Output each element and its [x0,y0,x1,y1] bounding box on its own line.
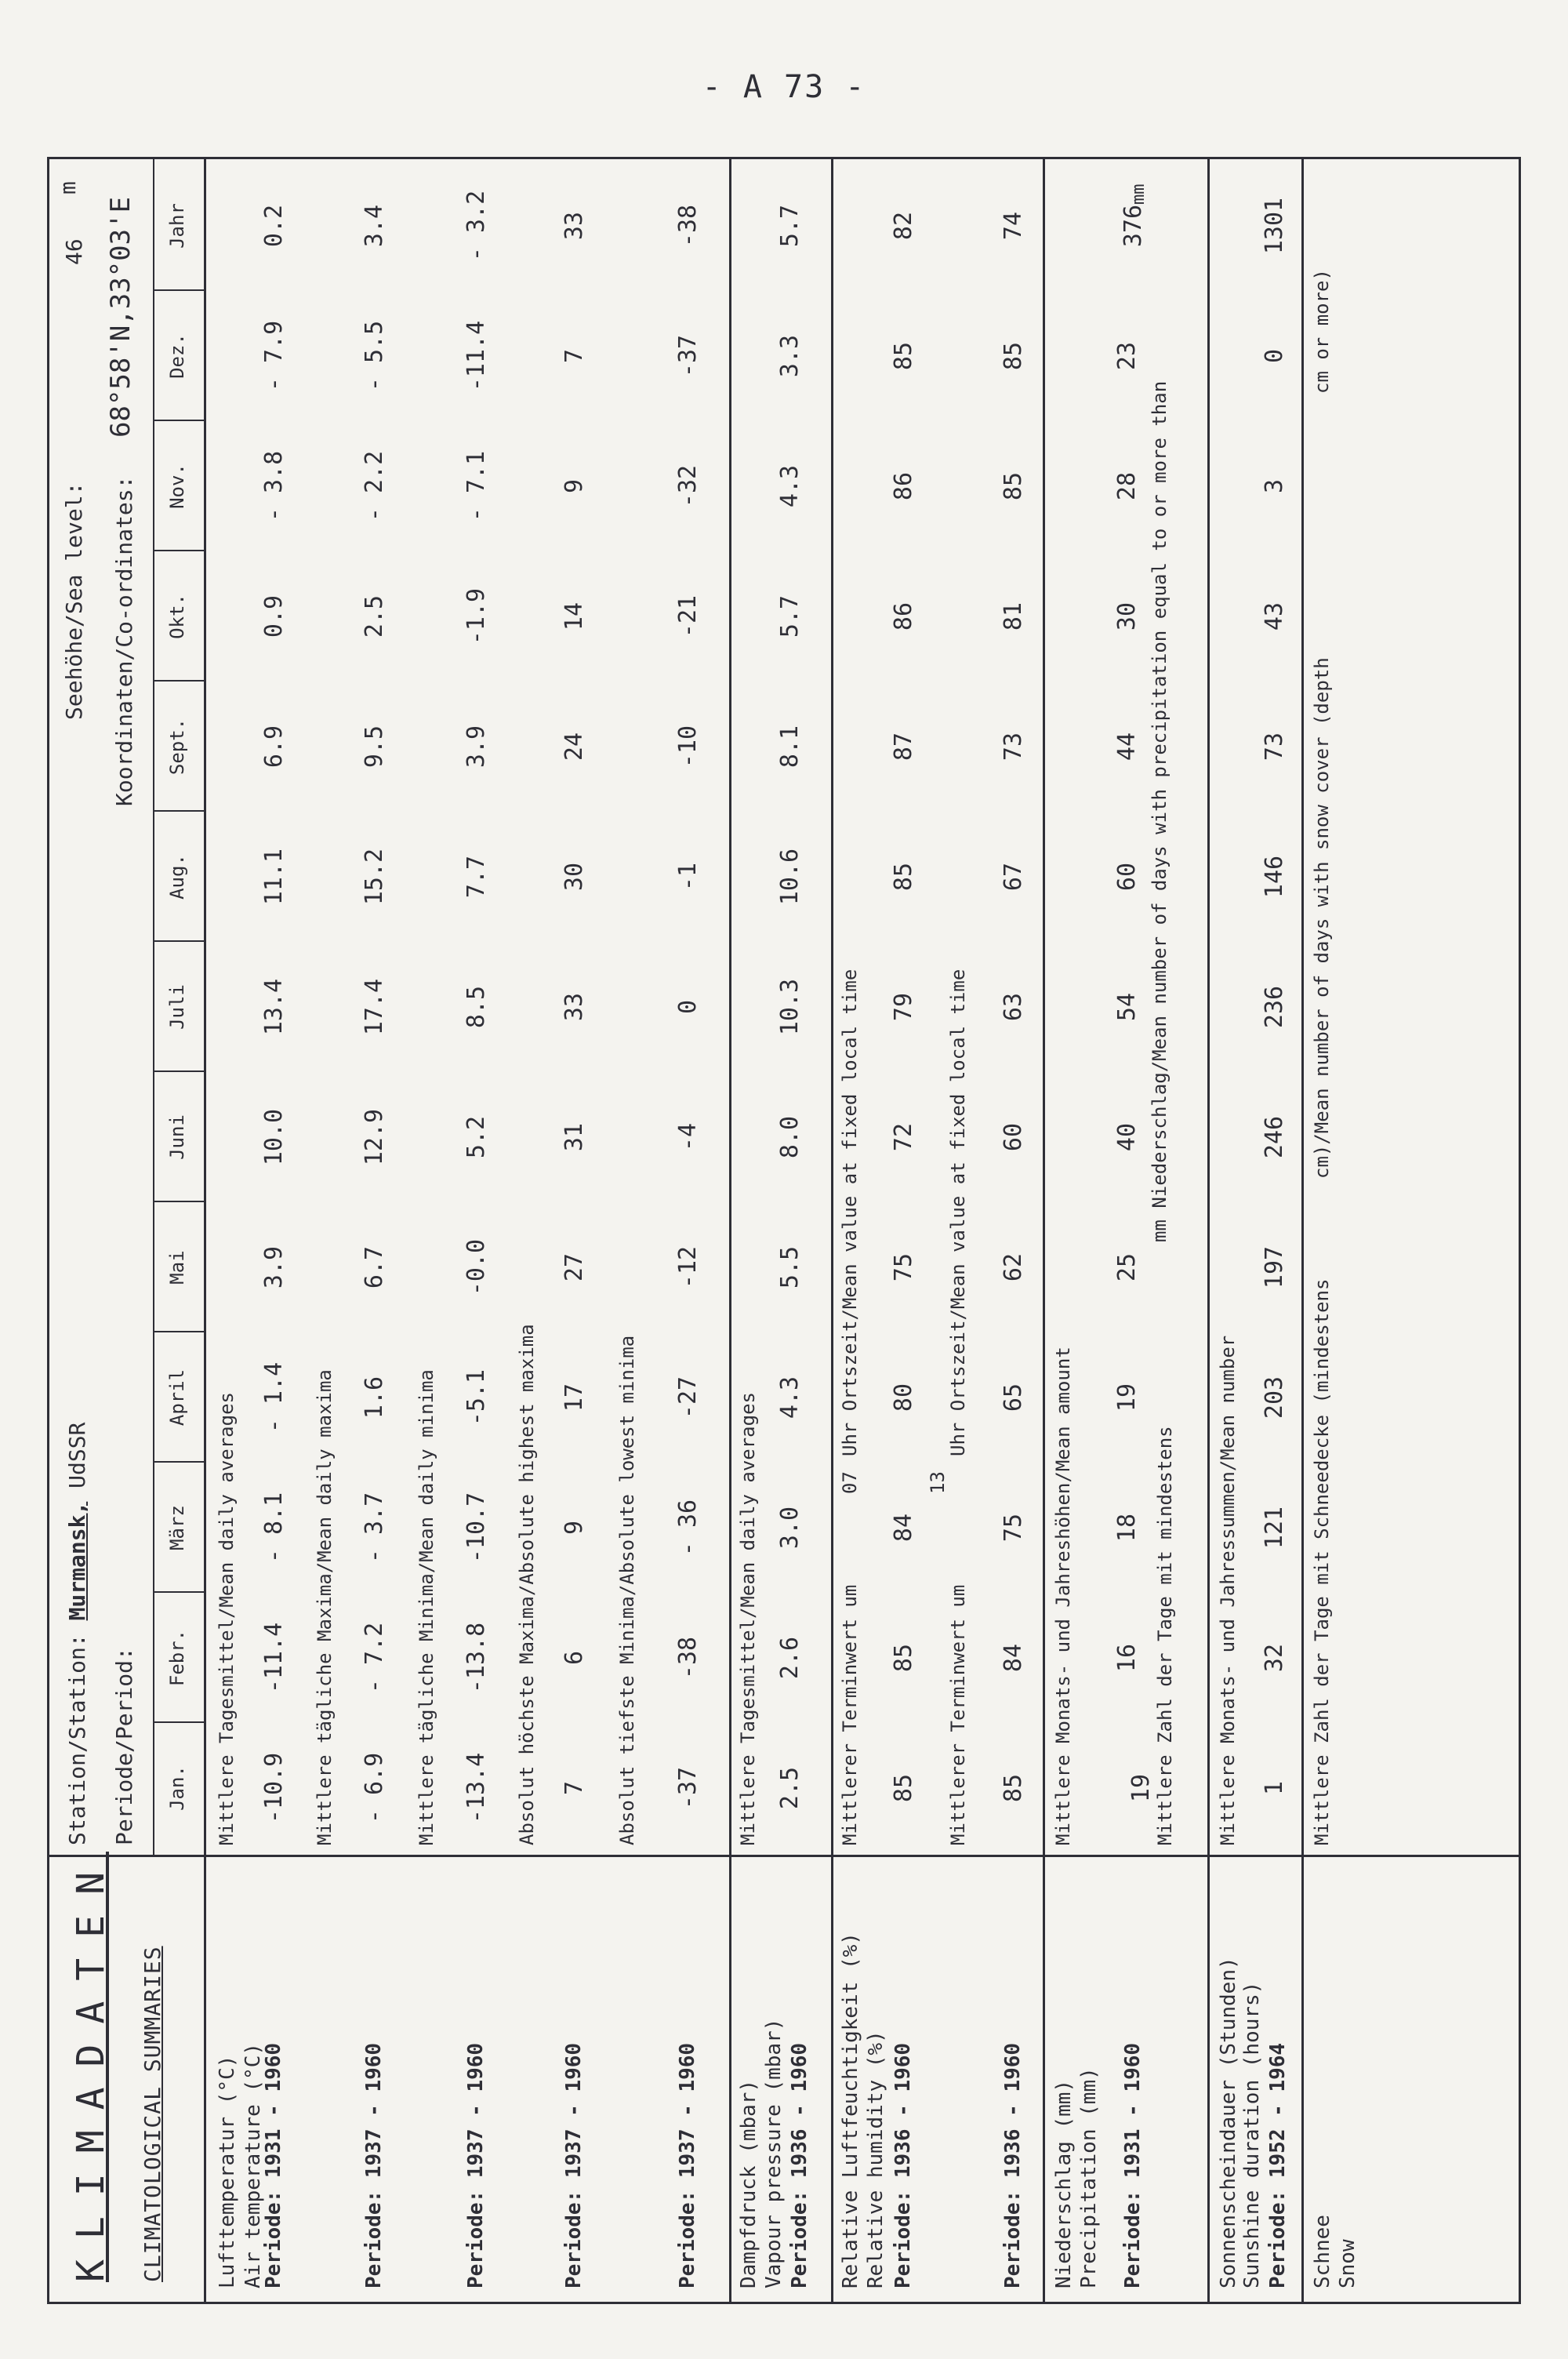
value-cell: -0.0 [463,1238,490,1296]
value-cell: 17 [561,1383,588,1412]
value-cell: 5.2 [463,1115,490,1159]
value-cell: 0 [1261,348,1288,364]
value-cell: 15.2 [361,848,388,906]
value-cell: 9.5 [361,725,388,769]
value-cell: -37 [674,1766,702,1810]
month-header: Jan. [166,1765,188,1811]
value-cell: 79 [890,992,917,1022]
value-cell: 6.7 [361,1245,388,1289]
humidity-label-de: Relative Luftfeuchtigkeit (%) [839,1932,862,2288]
sea-level-value: 46 [61,238,87,265]
value-cell: 7.7 [463,855,490,899]
month-header: Jahr [166,203,188,249]
value-cell: 80 [890,1383,917,1412]
page-number: - A 73 - [702,69,866,105]
value-cell: 9 [561,478,588,494]
value-cell: 87 [890,732,917,761]
days-caption: Mittlere Zahl der Tage mit mindestens [1154,1426,1176,1845]
value-cell: 54 [1113,992,1141,1022]
value-cell: 84 [890,1513,917,1543]
value-cell: -38 [674,204,702,248]
value-cell: - 3.8 [260,450,288,522]
value-cell: -11.4 [260,1622,288,1694]
station-line [64,1423,90,1845]
value-cell: 2.5 [776,1766,804,1810]
vapour-label-en: Vapour pressure (mbar) [762,2018,786,2288]
month-separator [153,1721,204,1723]
sunshine-label-en: Sunshine duration (hours) [1240,1981,1264,2288]
value-cell: 40 [1113,1122,1141,1152]
value-cell: 75 [890,1252,917,1282]
station-country: UdSSR [64,1422,90,1488]
month-separator [153,810,204,812]
month-header: Sept. [166,718,188,776]
divider-vapour [729,157,731,2304]
value-cell: -13.4 [463,1752,490,1824]
row-caption-rest: Uhr Ortszeit/Mean value at fixed local time [839,969,861,1456]
value-cell: 236 [1261,985,1288,1029]
value-cell: -4 [674,1122,702,1152]
frame-left [47,2302,1521,2304]
value-cell: 25 [1113,1252,1141,1282]
value-cell: 65 [1000,1383,1027,1412]
value-cell: 8.0 [776,1115,804,1159]
value-cell: 86 [890,602,917,631]
coords-value: 68°58'N,33°03'E [105,196,136,438]
period-label: Periode: 1931 - 1960 [262,2042,285,2288]
value-cell: 12.9 [361,1108,388,1166]
value-cell: 10.3 [776,978,804,1036]
value-cell: -13.8 [463,1622,490,1694]
value-cell: 60 [1000,1122,1027,1152]
value-cell: -11.4 [463,320,490,392]
value-cell: 121 [1261,1506,1288,1550]
precip-label-en: Precipitation (mm) [1077,2067,1101,2288]
value-cell: -32 [674,464,702,508]
period-label: Periode: 1936 - 1960 [1001,2042,1025,2288]
station-name: Murmansk, [64,1501,90,1621]
value-cell: 246 [1261,1115,1288,1159]
month-header: Juni [166,1114,188,1160]
air-temp-label-en: Air temperature (°C) [241,2042,265,2288]
month-separator [153,1201,204,1202]
value-cell: 24 [561,732,588,761]
value-cell: 8.1 [776,725,804,769]
month-header: Aug. [166,854,188,900]
value-cell: -10.7 [463,1492,490,1564]
month-header: Okt. [166,594,188,639]
frame-right [47,157,1521,159]
value-cell: - 1.4 [260,1361,288,1434]
period-label: Periode: 1937 - 1960 [676,2042,699,2288]
month-separator [153,420,204,421]
value-cell: 19 [1113,1383,1141,1412]
month-header: Dez. [166,333,188,379]
value-cell: 85 [890,1773,917,1803]
month-header: Mai [166,1250,188,1285]
value-cell: 32 [1261,1643,1288,1673]
value-cell: 14 [561,602,588,631]
value-cell: 3.9 [260,1245,288,1289]
value-cell: 7 [561,348,588,364]
value-cell: - 7.9 [260,320,288,392]
value-cell: 197 [1261,1245,1288,1289]
value-cell: 1301 [1261,197,1288,255]
value-cell: -1 [674,862,702,892]
value-cell: -1.9 [463,587,490,645]
divider-precip [1043,157,1045,2304]
value-cell: 19 [1127,1773,1155,1803]
divider-sunshine [1207,157,1210,2304]
value-cell: 17.4 [361,978,388,1036]
month-separator [153,1070,204,1072]
month-header: Febr. [166,1629,188,1687]
snow-label-en: Snow [1336,2239,1359,2288]
month-separator [153,1461,204,1463]
value-cell: 85 [1000,1773,1027,1803]
period-label: Periode: 1936 - 1960 [891,2042,915,2288]
period-label: Periode/Period: [111,1647,137,1845]
value-cell: 82 [890,211,917,241]
value-cell: -12 [674,1245,702,1289]
row-caption: Mittlere Tagesmittel/Mean daily averages [737,1392,759,1845]
row-caption: Absolut tiefste Minima/Absolute lowest minima [616,1335,638,1845]
month-header: April [166,1369,188,1427]
row-caption: Absolut höchste Maxima/Absolute highest maxima [516,1324,538,1845]
row-caption: Mittlere Monats- und Jahressummen/Mean number [1217,1335,1239,1845]
month-separator [153,289,204,291]
month-separator [153,1591,204,1593]
value-cell: 5.5 [776,1245,804,1289]
value-cell: 85 [890,341,917,371]
value-cell: 0 [674,999,702,1015]
value-cell: 30 [1113,602,1141,631]
value-cell: -5.1 [463,1369,490,1427]
value-cell: 28 [1113,471,1141,501]
value-cell: - 36 [674,1499,702,1557]
row-caption: Mittlere tägliche Maxima/Mean daily maxima [314,1369,336,1845]
value-cell: 5.7 [776,594,804,638]
value-cell: 1 [1261,1780,1288,1796]
value-cell: 33 [561,992,588,1022]
month-separator [153,680,204,682]
month-header: März [166,1505,188,1550]
days-caption-2: mm Niederschlag/Mean number of days with precipitation equal to or more than [1149,380,1171,1242]
value-cell: 85 [1000,471,1027,501]
value-cell: 2.5 [361,594,388,638]
value-cell: 86 [890,471,917,501]
value-cell: 81 [1000,602,1027,631]
value-cell: -21 [674,594,702,638]
value-cell: - 2.2 [361,450,388,522]
value-cell: 84 [1000,1643,1027,1673]
value-cell: 146 [1261,855,1288,899]
value-cell: 3.9 [463,725,490,769]
label-column-divider [47,1855,1521,1857]
value-cell: 0.9 [260,594,288,638]
value-cell: 2.6 [776,1636,804,1680]
value-cell: - 3.2 [463,190,490,262]
value-cell: 16 [1113,1643,1141,1673]
value-cell: 5.7 [776,204,804,248]
divider-humidity [831,157,833,2304]
precip-label-de: Niederschlag (mm) [1052,2079,1076,2288]
value-cell: 23 [1113,341,1141,371]
value-cell: 43 [1261,602,1288,631]
value-cell: - 5.5 [361,320,388,392]
coords-label: Koordinaten/Co-ordinates: [111,475,137,806]
value-cell: 3.3 [776,334,804,378]
value-cell: 73 [1000,732,1027,761]
value-cell: -27 [674,1376,702,1419]
page-subtitle: CLIMATOLOGICAL SUMMARIES [140,1946,165,2282]
value-cell: 18 [1113,1513,1141,1543]
month-separator [153,550,204,551]
page-title: KLIMADATEN [69,1852,113,2282]
value-cell: 85 [890,862,917,892]
value-cell: 3.0 [776,1506,804,1550]
month-header: Nov. [166,463,188,509]
row-caption: Mittlere tägliche Minima/Mean daily minima [416,1369,437,1845]
value-cell: - 6.9 [361,1752,388,1824]
value-cell: 10.0 [260,1108,288,1166]
value-cell: 3.4 [361,204,388,248]
frame-top [47,157,49,2304]
row-caption-2: cm)/Mean number of days with snow cover (depth [1311,657,1333,1179]
value-cell: 8.5 [463,985,490,1029]
value-cell: 203 [1261,1376,1288,1419]
value-cell: 4.3 [776,464,804,508]
value-cell: 11.1 [260,848,288,906]
value-cell: 67 [1000,862,1027,892]
value-cell: 9 [561,1520,588,1536]
period-label: Periode: 1931 - 1960 [1121,2042,1145,2288]
row-caption: Mittlerer Terminwert um [947,1584,969,1845]
period-label: Periode: 1937 - 1960 [362,2042,386,2288]
value-cell: -37 [674,334,702,378]
months-row-top [153,157,154,1857]
value-cell: 63 [1000,992,1027,1022]
value-cell: 6.9 [260,725,288,769]
sea-level-label: Seehöhe/Sea level: [61,482,87,720]
climate-table [47,157,1521,2304]
row-caption-rest: Uhr Ortszeit/Mean value at fixed local time [947,969,969,1456]
value-cell: - 3.7 [361,1492,388,1564]
row-caption: Mittlere Tagesmittel/Mean daily averages [216,1392,238,1845]
sunshine-label-de: Sonnenscheindauer (Stunden) [1217,1957,1240,2288]
period-label: Periode: 1936 - 1960 [788,2042,811,2288]
value-cell: 74 [1000,211,1027,241]
value-cell: 27 [561,1252,588,1282]
value-cell: 31 [561,1122,588,1152]
value-cell: - 7.2 [361,1622,388,1694]
value-cell: 85 [1000,341,1027,371]
value-cell: 72 [890,1122,917,1152]
snow-label-de: Schnee [1311,2215,1334,2288]
value-cell: - 7.1 [463,450,490,522]
period-label: Periode: 1952 - 1964 [1266,2042,1290,2288]
row-caption: Mittlerer Terminwert um [839,1584,861,1845]
value-cell: 0.2 [260,204,288,248]
value-cell: 6 [561,1650,588,1666]
humidity-label-en: Relative humidity (%) [864,2030,887,2288]
value-cell: 3 [1261,478,1288,494]
value-cell: 30 [561,862,588,892]
frame-bottom [1519,157,1521,2304]
value-cell: 85 [890,1643,917,1673]
value-cell: 376 [1120,204,1147,248]
value-cell: 33 [561,211,588,241]
value-cell: 73 [1261,732,1288,761]
hour-value: 13 [927,1471,949,1494]
header-divider [204,157,206,2304]
row-caption: Mittlere Zahl der Tage mit Schneedecke (mindestens [1311,1278,1333,1845]
value-cell: 1.6 [361,1376,388,1419]
row-caption-3: cm or more) [1311,269,1333,394]
value-cell: 10.6 [776,848,804,906]
value-cell: - 8.1 [260,1492,288,1564]
period-label: Periode: 1937 - 1960 [562,2042,586,2288]
value-cell: 13.4 [260,978,288,1036]
station-label: Station/Station: [64,1634,90,1845]
value-cell: -38 [674,1636,702,1680]
precip-unit: mm [1129,184,1149,205]
sea-level-unit: m [55,181,81,194]
value-cell: 7 [561,1780,588,1796]
period-label: Periode: 1937 - 1960 [464,2042,488,2288]
value-cell: 62 [1000,1252,1027,1282]
value-cell: -10.9 [260,1752,288,1824]
month-header: Juli [166,984,188,1030]
vapour-label-de: Dampfdruck (mbar) [737,2079,760,2288]
row-caption: Mittlere Monats- und Jahreshöhen/Mean amount [1052,1347,1074,1845]
divider-snow [1301,157,1304,2304]
value-cell: 44 [1113,732,1141,761]
month-separator [153,1331,204,1332]
air-temp-label-de: Lufttemperatur (°C) [216,2055,239,2288]
hour-value: 07 [839,1471,861,1494]
value-cell: 60 [1113,862,1141,892]
value-cell: 75 [1000,1513,1027,1543]
month-separator [153,940,204,942]
value-cell: 4.3 [776,1376,804,1419]
value-cell: -10 [674,725,702,769]
